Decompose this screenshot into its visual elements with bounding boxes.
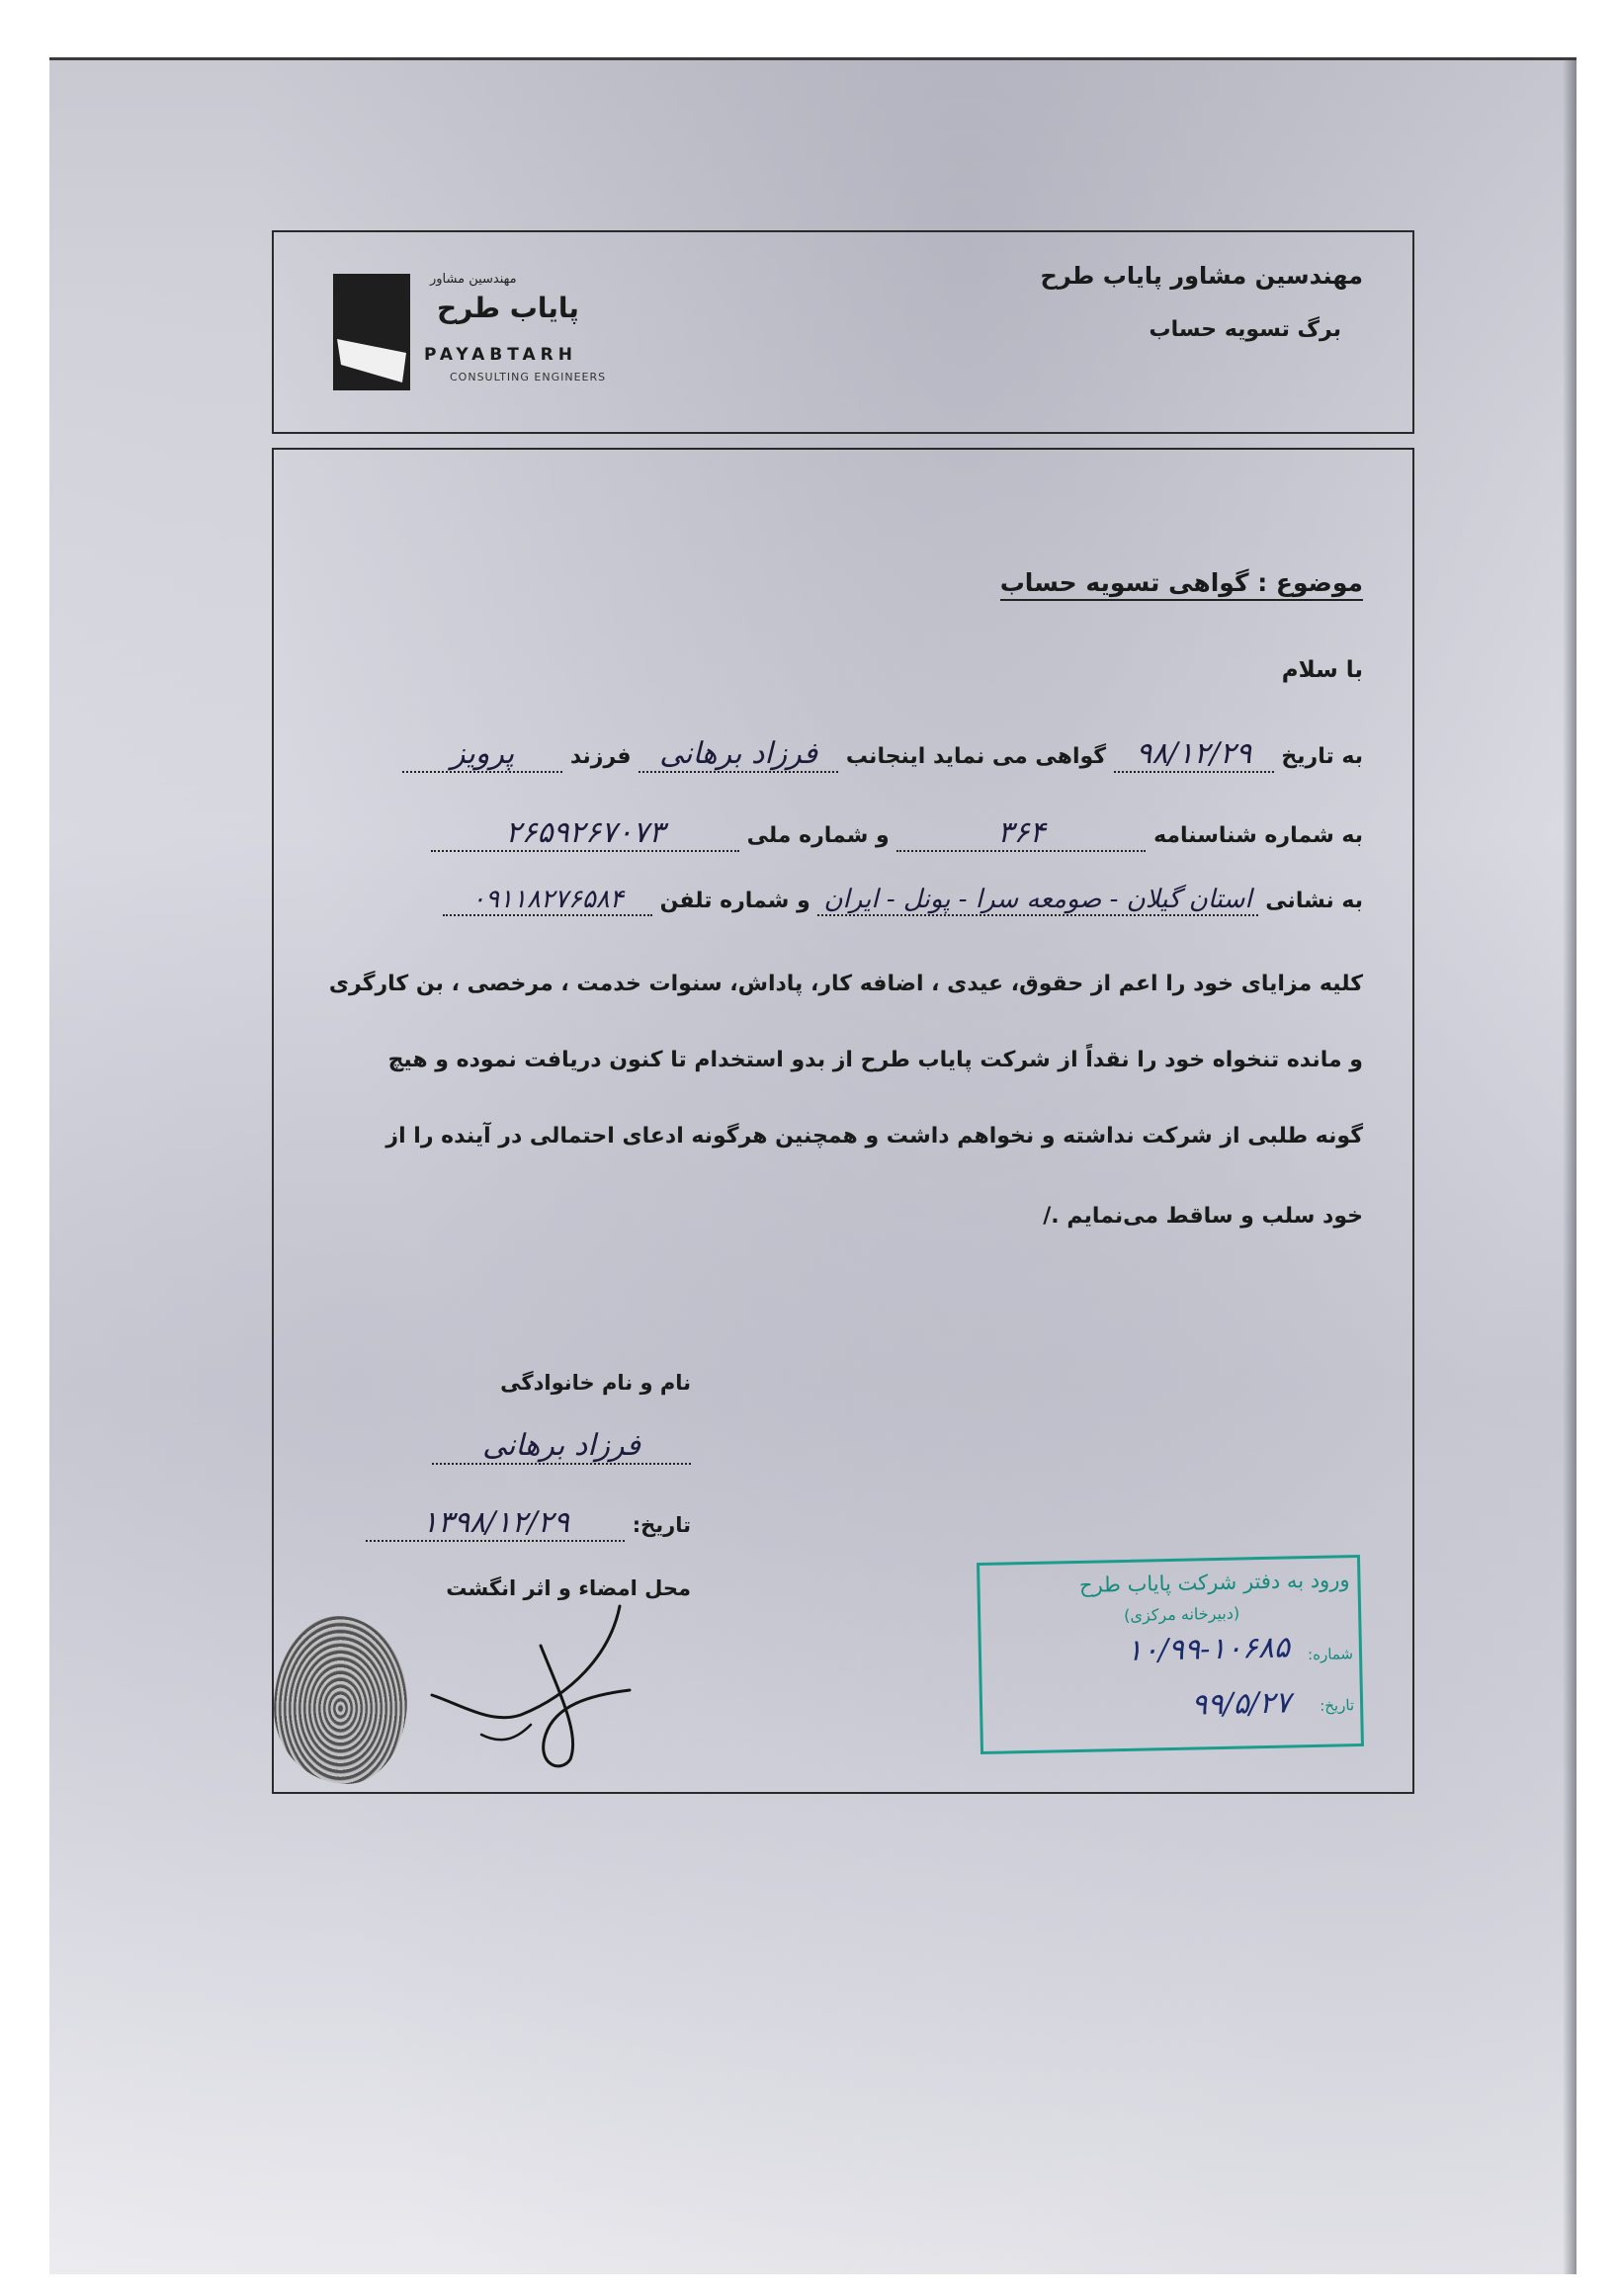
logo-name-en: PAYABTARH <box>424 345 577 365</box>
label-fullname: نام و نام خانوادگی <box>500 1371 691 1395</box>
payabtarh-logo-icon <box>333 274 410 390</box>
id-field <box>896 815 1146 852</box>
fullname-value: فرزاد برهانی <box>482 1428 640 1463</box>
signature-date-field <box>366 1505 625 1542</box>
stamp-subtitle: (دبیرخانه مرکزی) <box>1123 1603 1240 1625</box>
label-national-number: و شماره ملی <box>746 823 890 848</box>
line-id-numbers <box>431 815 1363 852</box>
label-date: به تاریخ <box>1281 744 1363 769</box>
stamp-date-value: ۹۹/۵/۲۷ <box>1190 1685 1292 1723</box>
subject-line <box>1000 568 1363 597</box>
signature-date-line <box>366 1505 691 1542</box>
stamp-date-label: تاریخ: <box>1320 1696 1355 1715</box>
label-address: به نشانی <box>1265 889 1363 913</box>
name-value: فرزاد برهانی <box>659 736 818 771</box>
phone-field <box>443 885 652 916</box>
greeting: با سلام <box>1281 657 1363 683</box>
logo-tagline: CONSULTING ENGINEERS <box>450 371 607 383</box>
father-value: پرویز <box>450 736 515 771</box>
phone-value: ۰۹۱۱۸۲۷۶۵۸۴ <box>471 885 624 914</box>
subject-text: موضوع : گواهی تسویه حساب <box>1000 568 1363 601</box>
label-signature-place: محل امضاء و اثر انگشت <box>446 1576 691 1600</box>
scanned-document-sheet <box>49 57 1576 2274</box>
logo-name-fa: پایاب طرح <box>437 292 579 324</box>
handwritten-signature <box>422 1586 649 1774</box>
logo-small-text: مهندسین مشاور <box>430 272 517 287</box>
fingerprint-icon <box>274 1616 407 1784</box>
signature-date-value: ۱۳۹۸/۱۲/۲۹ <box>421 1505 569 1540</box>
id-value: ۳۶۴ <box>997 815 1046 850</box>
fullname-line <box>432 1428 691 1465</box>
paragraph-line-4: خود سلب و ساقط می‌نمایم ./ <box>1043 1204 1363 1229</box>
label-phone: و شماره تلفن <box>659 889 810 913</box>
label-child-of: فرزند <box>569 744 632 769</box>
line-address-phone <box>443 885 1363 916</box>
form-title: برگ تسویه حساب <box>1149 317 1341 342</box>
father-field <box>402 736 562 773</box>
company-title: مهندسین مشاور پایاب طرح <box>1040 262 1363 290</box>
date-value: ۹۸/۱۲/۲۹ <box>1136 736 1252 771</box>
fullname-field <box>432 1428 691 1465</box>
stamp-title: ورود به دفتر شرکت پایاب طرح <box>1078 1568 1350 1597</box>
body-box <box>272 448 1414 1794</box>
address-value: استان گیلان - صومعه سرا - پونل - ایران <box>823 885 1252 914</box>
stamp-number-value: ۱۰/۹۹-۱۰۶۸۵ <box>1126 1630 1291 1668</box>
header-box <box>272 230 1414 434</box>
label-id-number: به شماره شناسنامه <box>1153 823 1363 848</box>
label-signature-date: تاریخ: <box>632 1513 691 1537</box>
registration-stamp <box>977 1555 1364 1754</box>
paragraph-line-3: گونه طلبی از شرکت نداشته و نخواهم داشت و همچنین هرگونه ادعای احتمالی در آینده را از <box>385 1124 1363 1148</box>
name-field <box>639 736 838 773</box>
national-field <box>431 815 739 852</box>
address-field <box>817 885 1257 916</box>
label-certifies: گواهی می نماید اینجانب <box>845 744 1107 769</box>
national-value: ۲۶۵۹۲۶۷۰۷۳ <box>505 815 665 850</box>
scan-edge-shadow <box>1563 60 1576 2274</box>
paragraph-line-2: و مانده تنخواه خود را نقداً از شرکت پایاب طرح از بدو استخدام تا کنون دریافت نموده و هیچ <box>387 1048 1363 1072</box>
stamp-number-label: شماره: <box>1307 1645 1354 1664</box>
line-date-name <box>402 736 1363 773</box>
paragraph-line-1: کلیه مزایای خود را اعم از حقوق، عیدی ، اضافه کار، پاداش، سنوات خدمت ، مرخصی ، بن کارگری <box>328 972 1363 996</box>
date-field <box>1114 736 1274 773</box>
